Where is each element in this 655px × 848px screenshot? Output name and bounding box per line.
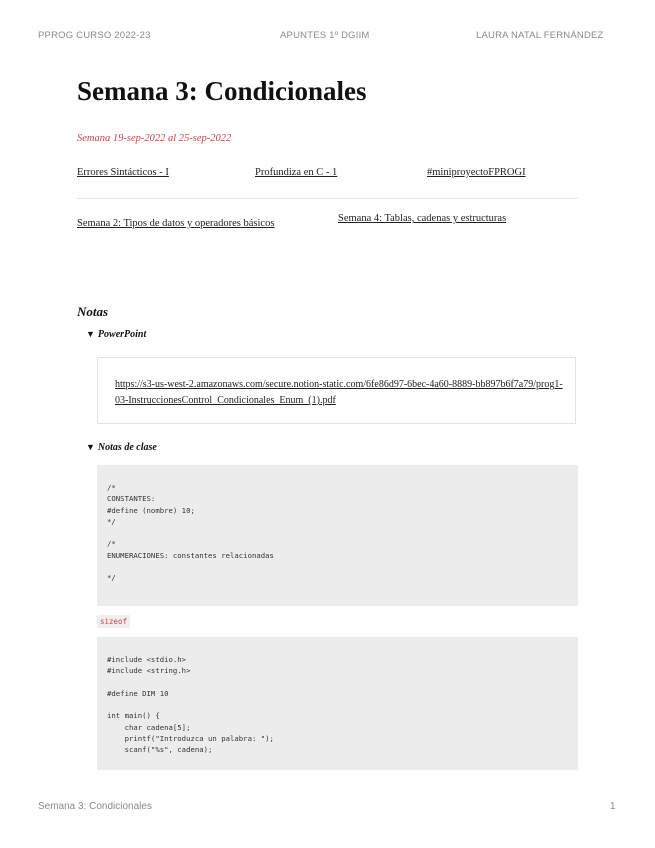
- link-semana-anterior[interactable]: Semana 2: Tipos de datos y operadores básicos: [77, 218, 275, 229]
- link-semana-siguiente[interactable]: Semana 4: Tablas, cadenas y estructuras: [338, 213, 507, 224]
- footer-title: Semana 3: Condicionales: [38, 801, 152, 812]
- powerpoint-url-link[interactable]: https://s3-us-west-2.amazonaws.com/secure.notion-static.com/6fe86d97-6bec-4a60-8889-bb897b6f7a79/prog1-03-InstruccionesControl_Condicionales_Enum_(1).pdf: [115, 379, 563, 406]
- toggle-notas-clase[interactable]: [86, 442, 157, 453]
- toggle-notas-clase-label: Notas de clase: [97, 442, 157, 453]
- header-notes: APUNTES 1º DGIIM: [280, 30, 370, 41]
- triangle-down-icon: ▼: [86, 329, 95, 339]
- powerpoint-link-card: [97, 357, 576, 424]
- code-block-constantes: /* CONSTANTES: #define (nombre) 10; */ /* ENUMERACIONES: constantes relacionadas */: [97, 465, 578, 606]
- page-title: Semana 3: Condicionales: [77, 76, 367, 106]
- notas-heading: Notas: [77, 304, 109, 319]
- divider: [77, 198, 578, 199]
- link-miniproyecto[interactable]: #miniproyectoFPROGI: [427, 167, 526, 178]
- header-course: PPROG CURSO 2022-23: [38, 30, 151, 41]
- header-author: LAURA NATAL FERNÁNDEZ: [476, 30, 604, 41]
- code-block-main: #include <stdio.h> #include <string.h> #define DIM 10 int main() { char cadena[5]; printf("Introduzca un palabra: "); scanf("%s", cadena);: [97, 637, 578, 770]
- link-errores-sintacticos[interactable]: Errores Sintácticos - I: [77, 167, 169, 178]
- inline-code-sizeof: sizeof: [97, 615, 130, 628]
- date-range: Semana 19-sep-2022 al 25-sep-2022: [77, 133, 232, 144]
- toggle-powerpoint[interactable]: [86, 329, 146, 340]
- triangle-down-icon: ▼: [86, 442, 95, 452]
- link-profundiza-c[interactable]: Profundiza en C - 1: [255, 167, 338, 178]
- toggle-powerpoint-label: PowerPoint: [97, 329, 147, 340]
- footer-page-number: 1: [610, 801, 616, 812]
